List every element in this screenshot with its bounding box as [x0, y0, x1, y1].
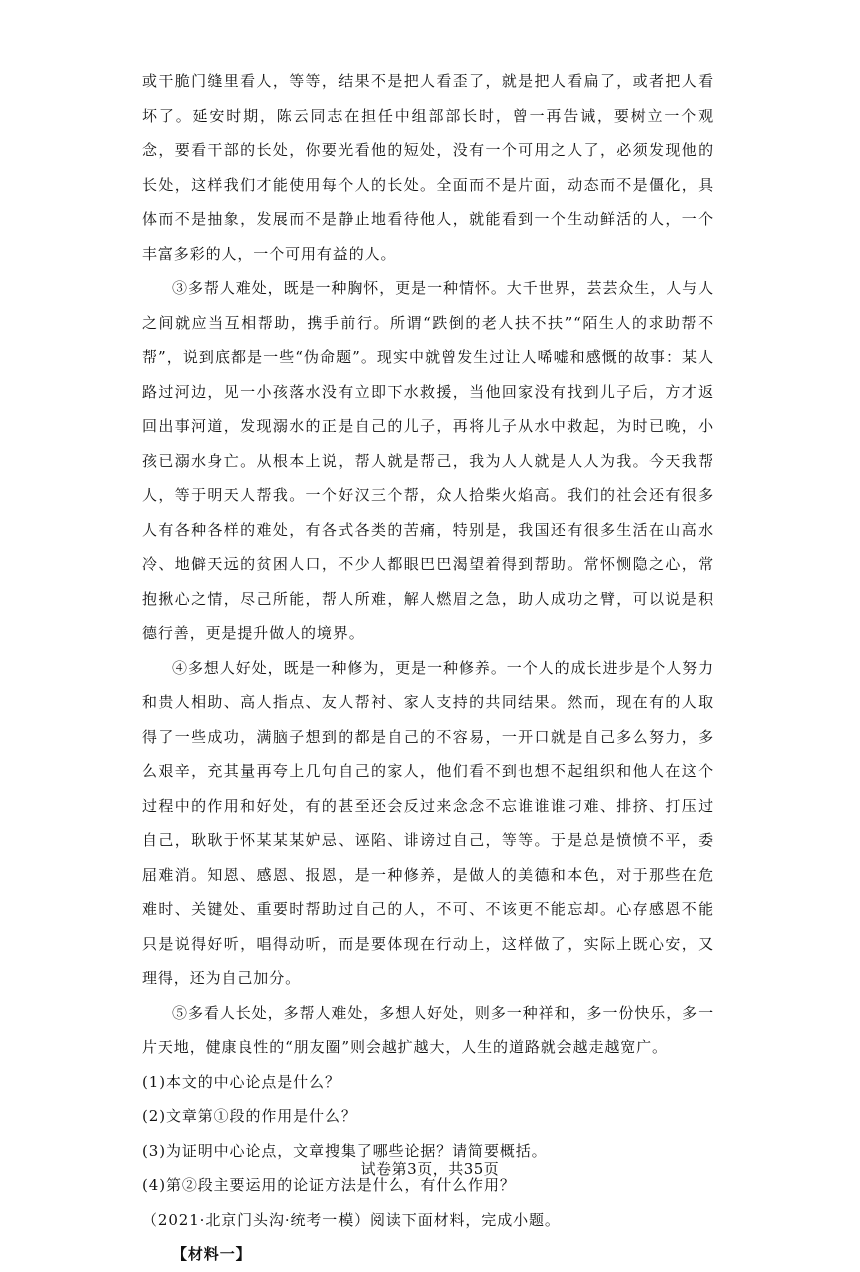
question-3: (3)为证明中心论点，文章搜集了哪些论据？请简要概括。 — [142, 1141, 548, 1160]
paragraph-5: ⑤多看人长处，多帮人难处，多想人好处，则多一种祥和，多一份快乐，多一片天地，健康良性的“朋友圈”则会越扩越大，人生的道路就会越走越宽广。 — [142, 1003, 714, 1056]
material-heading: 【材料一】 — [172, 1245, 252, 1263]
question-4: (4)第②段主要运用的论证方法是什么，有什么作用？ — [142, 1176, 516, 1194]
passage — [142, 64, 714, 1272]
question-2: (2)文章第①段的作用是什么？ — [142, 1107, 357, 1125]
paragraph-2-continued: 或干脆门缝里看人，等等，结果不是把人看歪了，就是把人看扁了，或者把人看坏了。延安时期，陈云同志在担任中组部部长时，曾一再告诫，要树立一个观念，要看干部的长处，你要光看他的短处，没有一个可用之人了，必须发现他的长处，这样我们才能使用每个人的长处。全面而不是片面，动态而不是僵化，具体而不是抽象，发展而不是静止地看待他人，就能看到一个生动鲜活的人，一个丰富多彩的人，一个可用有益的人。 — [142, 72, 714, 263]
source-line: （2021·北京门头沟·统考一模）阅读下面材料，完成小题。 — [142, 1210, 561, 1229]
question-1: (1)本文的中心论点是什么？ — [142, 1072, 341, 1091]
page-footer: 试卷第3页，共35页 — [360, 1160, 500, 1178]
paragraph-3: ③多帮人难处，既是一种胸怀，更是一种情怀。大千世界，芸芸众生，人与人之间就应当互相帮助，携手前行。所谓“跌倒的老人扶不扶”“陌生人的求助帮不帮”，说到底都是一些“伪命题”。现实中就曾发生过让人唏嘘和感慨的故事：某人路过河边，见一小孩落水没有立即下水救援，当他回家没有找到儿子后，方才返回出事河道，发现溺水的正是自己的儿子，再将儿子从水中救起，为时已晚，小孩已溺水身亡。从根本上说，帮人就是帮己，我为人人就是人人为我。今天我帮人，等于明天人帮我。一个好汉三个帮，众人拾柴火焰高。我们的社会还有很多人有各种各样的难处，有各式各类的苦痛，特别是，我国还有很多生活在山高水冷、地僻天远的贫困人口，不少人都眼巴巴渴望着得到帮助。常怀恻隐之心，常抱揪心之情，尽己所能，帮人所难，解人燃眉之急，助人成功之臂，可以说是积德行善，更是提升做人的境界。 — [142, 279, 714, 642]
paragraph-4: ④多想人好处，既是一种修为，更是一种修养。一个人的成长进步是个人努力和贵人相助、高人指点、友人帮衬、家人支持的共同结果。然而，现在有的人取得了一些成功，满脑子想到的都是自己的不容易，一开口就是自己多么努力，多么艰辛，充其量再夸上几句自己的家人，他们看不到也想不起组织和他人在这个过程中的作用和好处，有的甚至还会反过来念念不忘谁谁谁刁难、排挤、打压过自己，耿耿于怀某某某妒忌、诬陷、诽谤过自己，等等。于是总是愤愤不平，委屈难消。知恩、感恩、报恩，是一种修养，是做人的美德和本色，对于那些在危难时、关键处、重要时帮助过自己的人，不可、不该更不能忘却。心存感恩不能只是说得好听，唱得动听，而是要体现在行动上，这样做了，实际上既心安，又理得，还为自己加分。 — [142, 658, 714, 987]
